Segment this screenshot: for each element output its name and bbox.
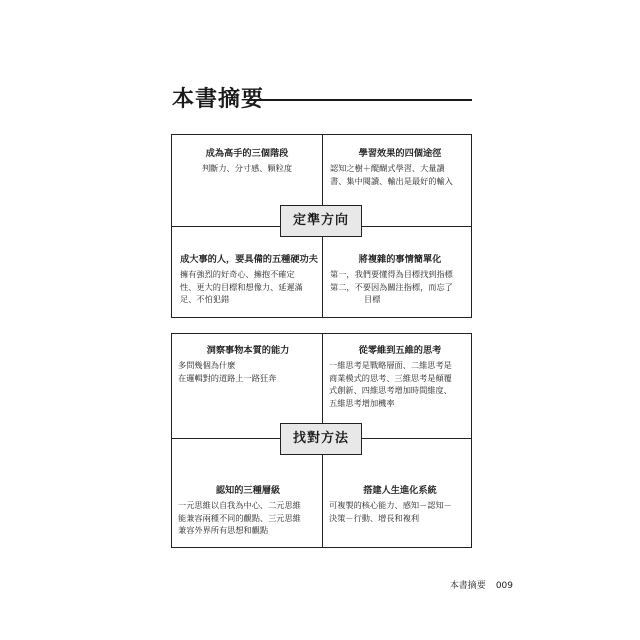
page-footer: [450, 578, 513, 591]
quadrant-line: 性、更大的目標和想像力、延遲滿: [180, 281, 303, 292]
quadrant-title: 從零維到五維的思考: [358, 345, 442, 356]
quadrant-title: 學習效果的四個途徑: [358, 148, 442, 159]
quadrant-line: 一元思維以自我為中心、二元思維: [178, 500, 301, 510]
quadrant-line: 一維思考是戰略層面、二維思考是: [329, 360, 452, 370]
quadrant-line: 決策－行動、增長和複利: [329, 512, 420, 523]
quadrant-bottom-left: [180, 253, 318, 306]
quadrant-line: 可複製的核心能力、感知－認知－: [329, 500, 452, 510]
quadrant-line: 在邏輯對的道路上一路狂奔: [178, 372, 277, 383]
quadrant-line: 商業模式的思考、三維思考是顛覆: [329, 372, 452, 383]
quadrant-title: 搭建人生進化系統: [363, 485, 437, 496]
footer-section-name: 本書摘要: [449, 581, 486, 591]
quadrant-bottom-right: [329, 484, 471, 524]
quadrant-top-left: [172, 147, 322, 175]
quadrant-line: 目標: [364, 294, 381, 304]
quadrant-title: 洞察事物本質的能力: [206, 345, 290, 356]
quadrant-line: 判斷力、分寸感、顆粒度: [201, 163, 293, 173]
quadrant-line: 認知之樹＋醍醐式學習、大量讀: [330, 163, 445, 173]
quadrant-title: 認知的三種層級: [215, 485, 281, 496]
quadrant-line: 書、集中閱讀、輸出是最好的輸入: [330, 175, 453, 186]
quadrant-line: 擁有強烈的好奇心、擁抱不確定: [180, 269, 295, 279]
quadrant-title: 將複雜的事情簡單化: [358, 254, 442, 265]
quadrant-line: 第二，不要因為關注指標，而忘了: [330, 281, 453, 292]
quadrant-top-right: [330, 147, 470, 187]
quadrant-title: 成大事的人，要具備的五種硬功夫: [180, 254, 318, 265]
quadrant-bottom-left: [178, 484, 318, 537]
summary-grid-direction: [171, 134, 472, 318]
page-title: 本書摘要: [172, 87, 265, 112]
title-rule: [248, 99, 472, 101]
quadrant-bottom-right: [330, 253, 470, 306]
quadrant-line: 足、不怕犯錯: [180, 294, 230, 304]
summary-grid-method: [171, 333, 472, 548]
quadrant-top-left: [178, 344, 318, 384]
page-number: 009: [495, 581, 513, 591]
quadrant-line: 第一，我們要懂得為目標找到指標: [330, 269, 453, 279]
quadrant-line: 多問幾個為什麼: [178, 360, 236, 370]
quadrant-top-right: [329, 344, 471, 409]
quadrant-title: 成為高手的三個階段: [205, 148, 289, 159]
quadrant-line: 式創新、四維思考增加時間維度、: [329, 385, 452, 395]
quadrant-line: 五維思考增加機率: [329, 397, 395, 408]
center-label-box: 定準方向: [280, 205, 362, 237]
center-label-box: 找對方法: [280, 423, 362, 455]
quadrant-line: 能兼容兩種不同的觀點、三元思維: [178, 512, 301, 523]
quadrant-line: 兼容外界所有思想和觀點: [178, 525, 269, 535]
